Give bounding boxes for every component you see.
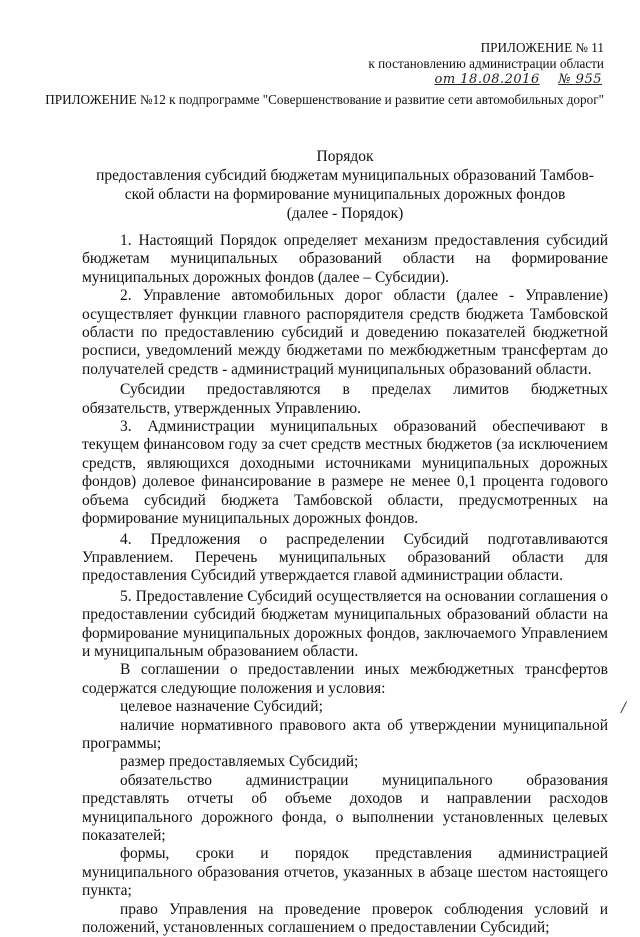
handwritten-number: № 955 [558, 72, 602, 87]
handwritten-date: от 18.08.2016 [434, 72, 540, 87]
appendix-12-block [45, 92, 604, 108]
appendix-11-block [368, 40, 604, 72]
list-item: право Управления на проведение проверок соблюдения условий и положений, установленных соглашением о предоставлении Субсидий; [82, 900, 608, 937]
decree-line: к постановлению администрации области [368, 56, 604, 71]
paragraph-4: 4. Предложения о распределении Субсидий подготавливаются Управлением. Перечень муниципальных образований области для предоставления Субсидий утверждается главой администрации области. [82, 530, 608, 585]
document-title [90, 147, 600, 223]
paragraph-3: 3. Администрации муниципальных образований обеспечивают в текущем финансовом году за счет средств местных бюджетов (за исключением средств, являющихся доходными источниками муниципальных дорожных фондов) долевое финансирование в размере не менее 0,1 процента годового объема субсидий бюджета Тамбовской области, предусмотренных на формирование муниципальных дорожных фондов. [82, 418, 608, 528]
list-item: наличие нормативного правового акта об утверждении муниципальной программы; [82, 716, 608, 752]
title-line-1: предоставления субсидий бюджетам муниципальных образований Тамбов- [96, 167, 594, 184]
title-heading: Порядок [316, 148, 374, 165]
list-item: размер предоставляемых Субсидий; [120, 753, 359, 771]
document-body [82, 232, 608, 937]
handwritten-date-number [435, 72, 603, 87]
subprogram-line-1: к подпрограмме "Совершенствование и развитие [169, 92, 445, 107]
appendix-11-label: ПРИЛОЖЕНИЕ № 11 [480, 40, 604, 55]
list-item: целевое назначение Субсидий; [120, 698, 323, 716]
paragraph-5-agreement: В соглашении о предоставлении иных межбюджетных трансфертов содержатся следующие положения и условия: [82, 661, 608, 697]
paragraph-1: 1. Настоящий Порядок определяет механизм предоставления субсидий бюджетам муниципальных образований области на формирование муниципальных дорожных фондов (далее – Субсидии). [82, 232, 608, 286]
list-item: формы, сроки и порядок представления администрацией муниципального образования отчетов, указанных в абзаце шестом настоящего пункта; [82, 845, 608, 900]
title-line-2: ской области на формирование муниципальных дорожных фондов [124, 186, 566, 203]
margin-pen-mark: / [621, 700, 626, 716]
title-line-3: (далее - Порядок) [286, 205, 404, 222]
list-item: обязательство администрации муниципального образования представлять отчеты об объеме доходов и направлении расходов муниципального дорожного фонда, о выполнении установленных целевых показателей; [82, 771, 608, 844]
subprogram-line-2: сети автомобильных дорог" [447, 92, 604, 107]
paragraph-2: 2. Управление автомобильных дорог области (далее - Управление) осуществляет функции главного распорядителя средств бюджета Тамбовской области по предоставлению субсидий и доведению показателей бюджетной росписи, уведомлений между бюджетами по межбюджетным трансфертам до получателей средств - администраций муниципальных образований области. [82, 287, 608, 378]
appendix-12-label: ПРИЛОЖЕНИЕ №12 [45, 92, 166, 107]
paragraph-2-subsidies: Субсидии предоставляются в пределах лимитов бюджетных обязательств, утвержденных Управлению. [82, 381, 608, 417]
paragraph-5: 5. Предоставление Субсидий осуществляется на основании соглашения о предоставлении субсидий бюджетам муниципальных образований области на формирование муниципальных дорожных фондов, заключаемого Управлением и муниципальным образованием области. [82, 587, 608, 660]
